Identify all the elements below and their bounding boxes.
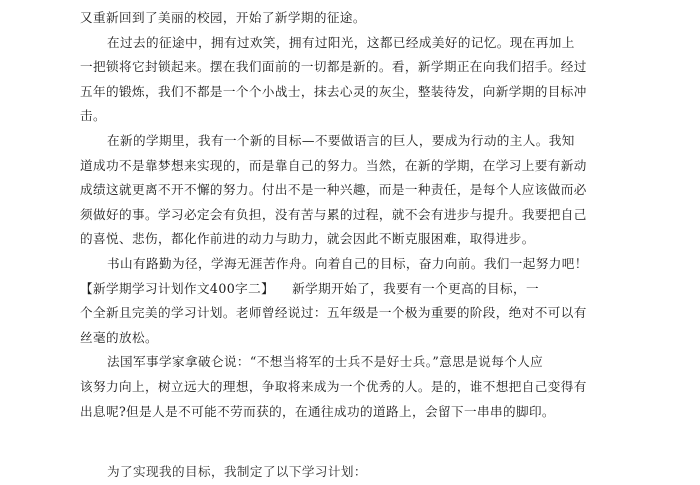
- text-line: 一把锁将它封锁起来。摆在我们面前的一切都是新的。看，新学期正在向我们招手。经过: [80, 59, 587, 75]
- text-line: 在过去的征途中，拥有过欢笑，拥有过阳光，这都已经成美好的记忆。现在再加上: [107, 34, 575, 50]
- section-heading-line: [80, 277, 630, 302]
- section-heading: 【新学期学习计划作文400字二】: [80, 280, 275, 296]
- text-line: 在新的学期里，我有一个新的目标—不要做语言的巨人，要成为行动的主人。我知: [107, 132, 575, 148]
- text-line: 书山有路勤为径，学海无涯苦作舟。向着自己的目标，奋力向前。我们一起努力吧！: [107, 255, 588, 271]
- section-heading-tail: 新学期开始了，我要有一个更高的目标，一: [292, 280, 540, 296]
- text-line: 击。: [80, 108, 106, 124]
- text-line: 个全新且完美的学习计划。老师曾经说过：五年级是一个极为重要的阶段，绝对不可以有: [80, 305, 587, 321]
- text-line: 法国军事学家拿破仑说：“不想当将军的士兵不是好士兵。”意思是说每个人应: [107, 354, 544, 370]
- text-line: 该努力向上，树立远大的理想，争取将来成为一个优秀的人。是的，谁不想把自己变得有: [80, 378, 587, 394]
- text-line: 丝毫的放松。: [80, 329, 158, 345]
- text-line: 为了实现我的目标，我制定了以下学习计划：: [107, 464, 367, 479]
- text-line: 的喜悦、悲伤，都化作前进的动力与助力，就会因此不断克服困难，取得进步。: [80, 231, 535, 247]
- text-line: 道成功不是靠梦想来实现的，而是靠自己的努力。当然，在新的学期，在学习上要有新动: [80, 157, 587, 173]
- text-line: 须做好的事。学习必定会有负担，没有苦与累的过程，就不会有进步与提升。我要把自己: [80, 206, 587, 222]
- text-line: 五年的锻炼，我们不都是一个个小战士，抹去心灵的灰尘，整装待发，向新学期的目标冲: [80, 83, 587, 99]
- text-line: 成绩这就更离不开不懈的努力。付出不是一种兴趣，而是一种责任，是每个人应该做而必: [80, 182, 587, 198]
- partial-line-bottom: [80, 460, 630, 485]
- essay-body: [80, 6, 630, 424]
- text-line: 又重新回到了美丽的校园，开始了新学期的征途。: [80, 10, 366, 25]
- text-line: 出息呢?但是人是不可能不劳而获的，在通往成功的道路上，会留下一串串的脚印。: [80, 403, 555, 419]
